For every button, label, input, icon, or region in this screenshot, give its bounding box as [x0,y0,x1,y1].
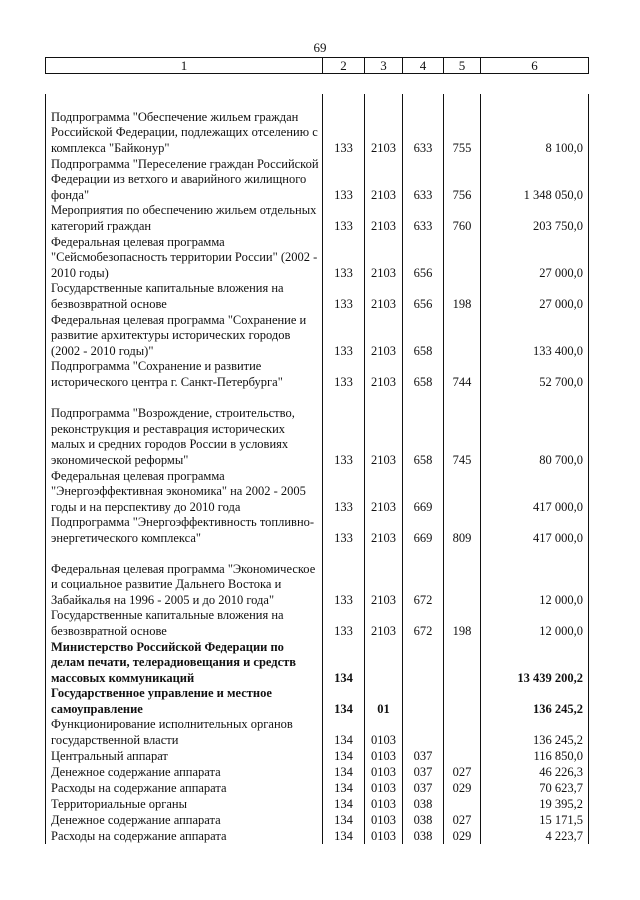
target-item-code: 037 [403,764,444,780]
target-item-code: 037 [403,748,444,764]
expense-type-code: 027 [444,812,481,828]
target-item-code: 669 [403,515,444,546]
item-name: Центральный аппарат [46,748,323,764]
header-col-3: 3 [365,58,403,74]
ministry-code: 134 [323,717,365,748]
amount: 116 850,0 [481,748,589,764]
section-code: 2103 [365,234,403,281]
amount: 203 750,0 [481,203,589,234]
expense-type-code: 756 [444,156,481,203]
section-code: 0103 [365,748,403,764]
target-item-code: 038 [403,812,444,828]
amount: 46 226,3 [481,764,589,780]
item-name: Территориальные органы [46,796,323,812]
ministry-code: 134 [323,639,365,686]
ministry-code: 133 [323,281,365,312]
ministry-code: 134 [323,764,365,780]
item-name: Министерство Российской Федерации по делам печати, телерадиовещания и средств массовых коммуникаций [46,639,323,686]
amount: 12 000,0 [481,546,589,608]
section-code: 0103 [365,828,403,844]
section-code: 2103 [365,515,403,546]
amount: 4 223,7 [481,828,589,844]
section-code: 0103 [365,764,403,780]
section-code: 2103 [365,203,403,234]
item-name: Расходы на содержание аппарата [46,828,323,844]
ministry-code: 133 [323,468,365,515]
ministry-code: 133 [323,546,365,608]
amount: 8 100,0 [481,94,589,156]
expense-type-code: 745 [444,390,481,468]
ministry-code: 133 [323,156,365,203]
expense-type-code: 029 [444,828,481,844]
page-number: 69 [313,40,327,55]
table-row [46,312,589,359]
expense-type-code: 029 [444,780,481,796]
item-name: Федеральная целевая программа "Сохранение и развитие архитектуры исторических городов (2002 - 2010 годы)" [46,312,323,359]
expense-type-code [444,639,481,686]
section-code: 2103 [365,359,403,390]
expense-type-code [444,717,481,748]
target-item-code: 037 [403,780,444,796]
section-code: 0103 [365,812,403,828]
ministry-code: 134 [323,780,365,796]
expense-type-code: 809 [444,515,481,546]
table-row [46,281,589,312]
expense-type-code [444,748,481,764]
section-code [365,639,403,686]
expense-type-code [444,796,481,812]
target-item-code: 672 [403,608,444,639]
expense-type-code: 760 [444,203,481,234]
expense-type-code: 198 [444,608,481,639]
section-code: 2103 [365,468,403,515]
table-row [46,468,589,515]
amount: 133 400,0 [481,312,589,359]
ministry-code: 133 [323,94,365,156]
item-name: Денежное содержание аппарата [46,812,323,828]
ministry-code: 133 [323,203,365,234]
amount: 27 000,0 [481,234,589,281]
target-item-code: 672 [403,546,444,608]
amount: 52 700,0 [481,359,589,390]
target-item-code: 658 [403,312,444,359]
section-code: 2103 [365,281,403,312]
expense-type-code [444,468,481,515]
expense-type-code: 198 [444,281,481,312]
ministry-code: 133 [323,390,365,468]
header-col-4: 4 [403,58,444,74]
item-name: Государственное управление и местное самоуправление [46,686,323,717]
table-row [46,546,589,608]
item-name: Федеральная целевая программа "Энергоэффективная экономика" на 2002 - 2005 годы и на перспективу до 2010 года [46,468,323,515]
table-row [46,812,589,828]
ministry-code: 134 [323,812,365,828]
expense-type-code [444,234,481,281]
section-code: 2103 [365,546,403,608]
item-name: Денежное содержание аппарата [46,764,323,780]
column-header-row [45,57,589,74]
amount: 12 000,0 [481,608,589,639]
section-code: 0103 [365,796,403,812]
ministry-code: 133 [323,312,365,359]
item-name: Федеральная целевая программа "Сейсмобезопасность территории России" (2002 - 2010 годы) [46,234,323,281]
item-name: Мероприятия по обеспечению жильем отдельных категорий граждан [46,203,323,234]
ministry-code: 134 [323,686,365,717]
budget-table [45,94,589,844]
item-name: Подпрограмма "Возрождение, строительство, реконструкция и реставрация исторических малых и средних городов России в условиях экономической реформы" [46,390,323,468]
table-row [46,764,589,780]
target-item-code: 633 [403,94,444,156]
target-item-code: 038 [403,828,444,844]
table-row [46,515,589,546]
section-code: 2103 [365,312,403,359]
amount: 80 700,0 [481,390,589,468]
ministry-code: 134 [323,796,365,812]
amount: 15 171,5 [481,812,589,828]
header-col-1: 1 [46,58,323,74]
table-row [46,639,589,686]
section-code: 0103 [365,780,403,796]
target-item-code: 038 [403,796,444,812]
section-code: 2103 [365,390,403,468]
amount: 27 000,0 [481,281,589,312]
amount: 136 245,2 [481,686,589,717]
section-code: 01 [365,686,403,717]
target-item-code [403,717,444,748]
target-item-code: 669 [403,468,444,515]
table-row [46,156,589,203]
table-row [46,94,589,156]
table-row [46,203,589,234]
target-item-code: 633 [403,203,444,234]
target-item-code: 658 [403,359,444,390]
expense-type-code [444,686,481,717]
expense-type-code [444,312,481,359]
table-row [46,780,589,796]
target-item-code [403,686,444,717]
ministry-code: 133 [323,515,365,546]
amount: 70 623,7 [481,780,589,796]
table-row [46,828,589,844]
item-name: Подпрограмма "Переселение граждан Российской Федерации из ветхого и аварийного жилищного фонда" [46,156,323,203]
item-name: Государственные капитальные вложения на безвозвратной основе [46,281,323,312]
table-row [46,234,589,281]
amount: 136 245,2 [481,717,589,748]
table-row [46,359,589,390]
expense-type-code: 755 [444,94,481,156]
target-item-code: 656 [403,234,444,281]
amount: 13 439 200,2 [481,639,589,686]
ministry-code: 134 [323,828,365,844]
amount: 1 348 050,0 [481,156,589,203]
section-code: 0103 [365,717,403,748]
table-row [46,686,589,717]
amount: 417 000,0 [481,515,589,546]
target-item-code: 656 [403,281,444,312]
item-name: Расходы на содержание аппарата [46,780,323,796]
item-name: Подпрограмма "Энергоэффективность топливно-энергетического комплекса" [46,515,323,546]
section-code: 2103 [365,156,403,203]
header-col-6: 6 [481,58,589,74]
item-name: Федеральная целевая программа "Экономическое и социальное развитие Дальнего Востока и Забайкалья на 1996 - 2005 и до 2010 года" [46,546,323,608]
ministry-code: 133 [323,234,365,281]
amount: 417 000,0 [481,468,589,515]
target-item-code [403,639,444,686]
target-item-code: 658 [403,390,444,468]
ministry-code: 134 [323,748,365,764]
table-row [46,390,589,468]
table-row [46,608,589,639]
expense-type-code: 744 [444,359,481,390]
expense-type-code [444,546,481,608]
item-name: Подпрограмма "Обеспечение жильем граждан Российской Федерации, подлежащих отселению с комплекса "Байконур" [46,94,323,156]
table-row [46,717,589,748]
header-col-5: 5 [444,58,481,74]
header-col-2: 2 [323,58,365,74]
item-name: Подпрограмма "Сохранение и развитие исторического центра г. Санкт-Петербурга" [46,359,323,390]
expense-type-code: 027 [444,764,481,780]
item-name: Функционирование исполнительных органов государственной власти [46,717,323,748]
ministry-code: 133 [323,608,365,639]
ministry-code: 133 [323,359,365,390]
target-item-code: 633 [403,156,444,203]
amount: 19 395,2 [481,796,589,812]
item-name: Государственные капитальные вложения на безвозвратной основе [46,608,323,639]
section-code: 2103 [365,608,403,639]
table-row [46,796,589,812]
section-code: 2103 [365,94,403,156]
table-row [46,748,589,764]
